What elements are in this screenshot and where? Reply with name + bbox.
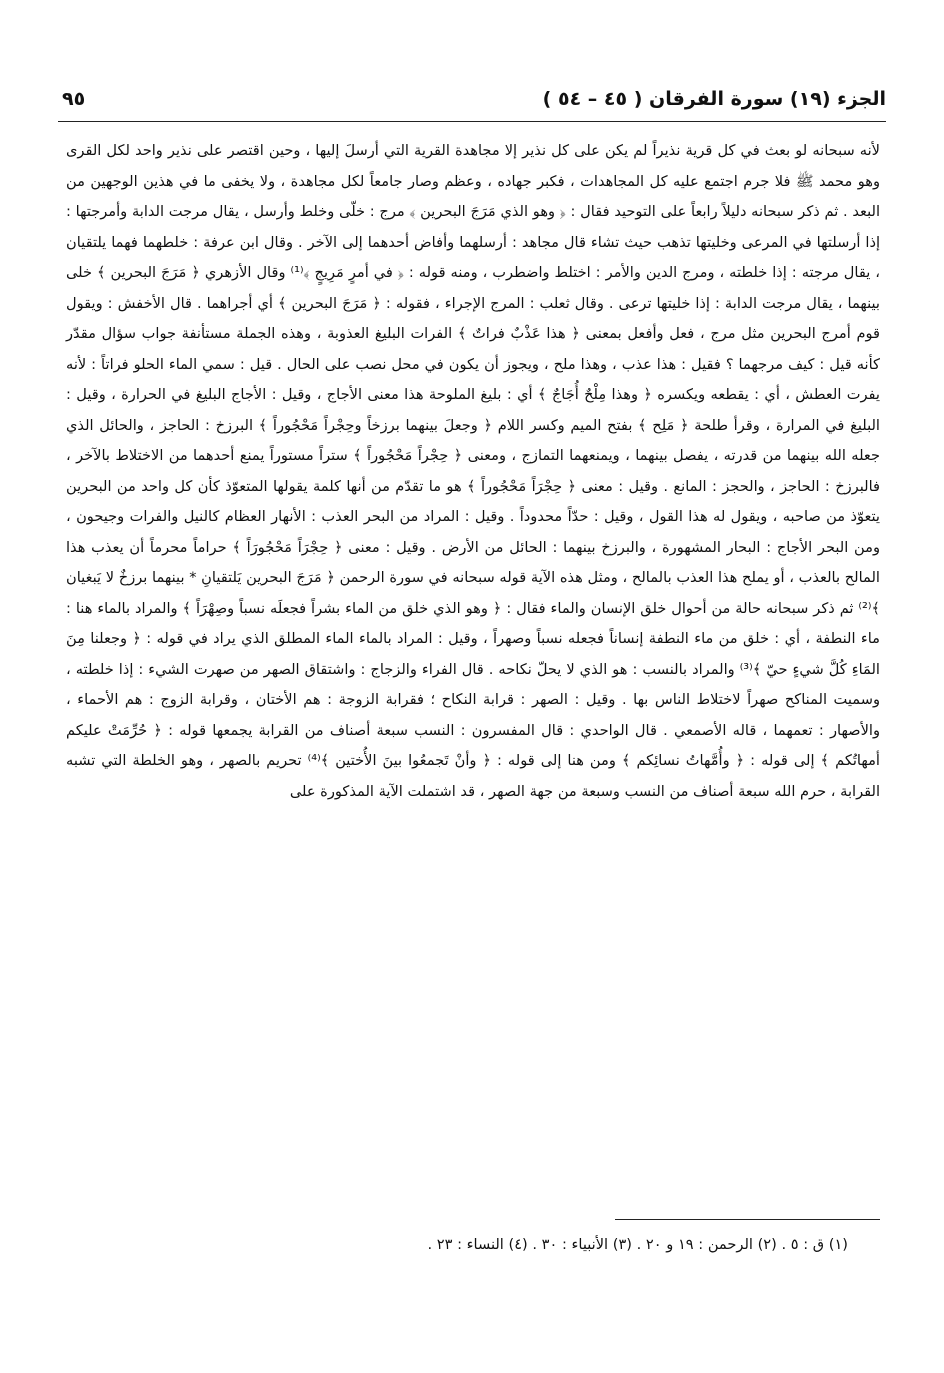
page-number: ٩٥ xyxy=(62,88,86,110)
footnotes: (١) ق : ٥ . (٢) الرحمن : ١٩ و ٢٠ . (٣) الأنبياء : ٣٠ . (٤) النساء : ٢٣ . xyxy=(427,1236,848,1253)
running-header-title: الجزء (١٩) سورة الفرقان ( ٤٥ – ٥٤ ) xyxy=(542,88,886,110)
main-text xyxy=(66,136,880,807)
footnote-divider xyxy=(615,1219,880,1220)
header-divider xyxy=(58,121,886,122)
running-header xyxy=(58,88,886,118)
body-paragraph: لأنه سبحانه لو بعث في كل قرية نذيراً لم يكن على كل نذير إلا مجاهدة القرية التي أرسلَ إليها ، وحين اقتصر على نذير واحد لكل القرى وهو محمد ﷺ فلا جرم اجتمع عليه كل المجاهدات ، فكبر جهاده ، وعظم وصار جامعاً لكل مجاهدة ، ولا يخفى ما في هذين الوجهين من البعد . ثم ذكر سبحانه دليلاً رابعاً على التوحيد فقال : ﴿ وهو الذي مَرَجَ البحرين ﴾ مرج : خلّى وخلط وأرسل ، يقال مرجت الدابة وأمرجتها : إذا أرسلتها في المرعى وخليتها تذهب حيث تشاء قال مجاهد : أرسلهما وأفاض أحدهما إلى الآخر . وقال ابن عرفة : خلطهما فهما يلتقيان ، يقال مرجته : إذا خلطته ، ومرج الدين والأمر : اختلط واضطرب ، ومنه قوله : ﴿ في أمرٍ مَرِيجٍ ﴾⁽¹⁾ وقال الأزهري ﴿ مَرَجَ البحرين ﴾ خلى بينهما ، يقال مرجت الدابة : إذا خليتها ترعى . وقال ثعلب : المرج الإجراء ، فقوله : ﴿ مَرَجَ البحرين ﴾ أي أجراهما . قال الأخفش : ويقول قوم أمرج البحرين مثل مرج ، فعل وأفعل بمعنى ﴿ هذا عَذْبٌ فراتٌ ﴾ الفرات البليغ العذوبة ، وهذه الجملة مستأنفة جواب سؤال مقدّر كأنه قيل : كيف مرجهما ؟ فقيل : هذا عذب ، وهذا ملح ، ويجوز أن يكون في محل نصب على الحال . قيل : سمي الماء الحلو فراتاً : لأنه يفرت العطش ، أي : يقطعه ويكسره ﴿ وهذا مِلْحٌ أُجَاجٌ ﴾ أي : بليغ الملوحة هذا معنى الأجاج ، وقيل : الأجاج البليغ في الحرارة ، وقيل : البليغ في المرارة ، وقرأ طلحة ﴿ مَلِح ﴾ بفتح الميم وكسر اللام ﴿ وجعلَ بينهما برزخاً وحِجْراً مَحْجُوراً ﴾ البرزخ : الحاجز ، والحائل الذي جعله الله بينهما من قدرته ، يفصل بينهما ، ويمنعهما التمازج ، ومعنى ﴿ حِجْراً مَحْجُوراً ﴾ ستراً مستوراً يمنع أحدهما من الاختلاط بالآخر ، فالبرزخ : الحاجز ، والحجز : المانع . وقيل : معنى ﴿ حِجْرَاً مَحْجُوراً ﴾ هو ما تقدّم من أنها كلمة يقولها المتعوّذ كأن كل واحد من البحرين يتعوّذ من صاحبه ، ويقول له هذا القول ، وقيل : حدّاً محدوداً . وقيل : المراد من البحر العذب : الأنهار العظام كالنيل والفرات وجيحون ، ومن البحر الأجاج : البحار المشهورة ، والبرزخ بينهما : الحائل من الأرض . وقيل : معنى ﴿ حِجْرَاً مَحْجُورَاً ﴾ حراماً محرماً أن يعذب هذا المالح بالعذب ، أو يملح هذا العذب بالمالح ، ومثل هذه الآية قوله سبحانه في سورة الرحمن ﴿ مَرَجَ البحرين يَلتقيانِ * بينهما برزخٌ لا يَبغيان ﴾⁽²⁾ ثم ذكر سبحانه حالة من أحوال خلق الإنسان والماء فقال : ﴿ وهو الذي خلق من الماء بشراً فجعلَه نسباً وصِهْرَاً ﴾ والمراد بالماء هنا : ماء النطفة ، أي : خلق من ماء النطفة إنساناً فجعله نسباً وصهراً ، وقيل : المراد بالماء الماء المطلق الذي يراد في قوله : ﴿ وجعلنا مِنَ المَاءِ كُلَّ شيءٍ حيّ ﴾⁽³⁾ والمراد بالنسب : هو الذي لا يحلّ نكاحه . قال الفراء والزجاج : واشتقاق الصهر من صهرت الشيء : إذا خلطته ، وسميت المناكح صهراً لاختلاط الناس بها . وقيل : الصهر : قرابة النكاح ؛ فقرابة الزوجة : هم الأختان ، وقرابة الزوج : هم الأحماء ، والأصهار : تعمهما ، قاله الأصمعي . قال الواحدي : قال المفسرون : النسب سبعة أصناف من القرابة يجمعها قوله : ﴿ حُرِّمَتْ عليكم أمهاتُكم ﴾ إلى قوله : ﴿ وأُمَّهاتُ نسائِكم ﴾ ومن هنا إلى قوله : ﴿ وأنْ تَجمعُوا بينَ الأُختين ﴾⁽⁴⁾ تحريم بالصهر ، وهو الخلطة التي تشبه القرابة ، حرم الله سبعة أصناف من النسب وسبعة من جهة الصهر ، قد اشتملت الآية المذكورة على xyxy=(66,142,880,800)
